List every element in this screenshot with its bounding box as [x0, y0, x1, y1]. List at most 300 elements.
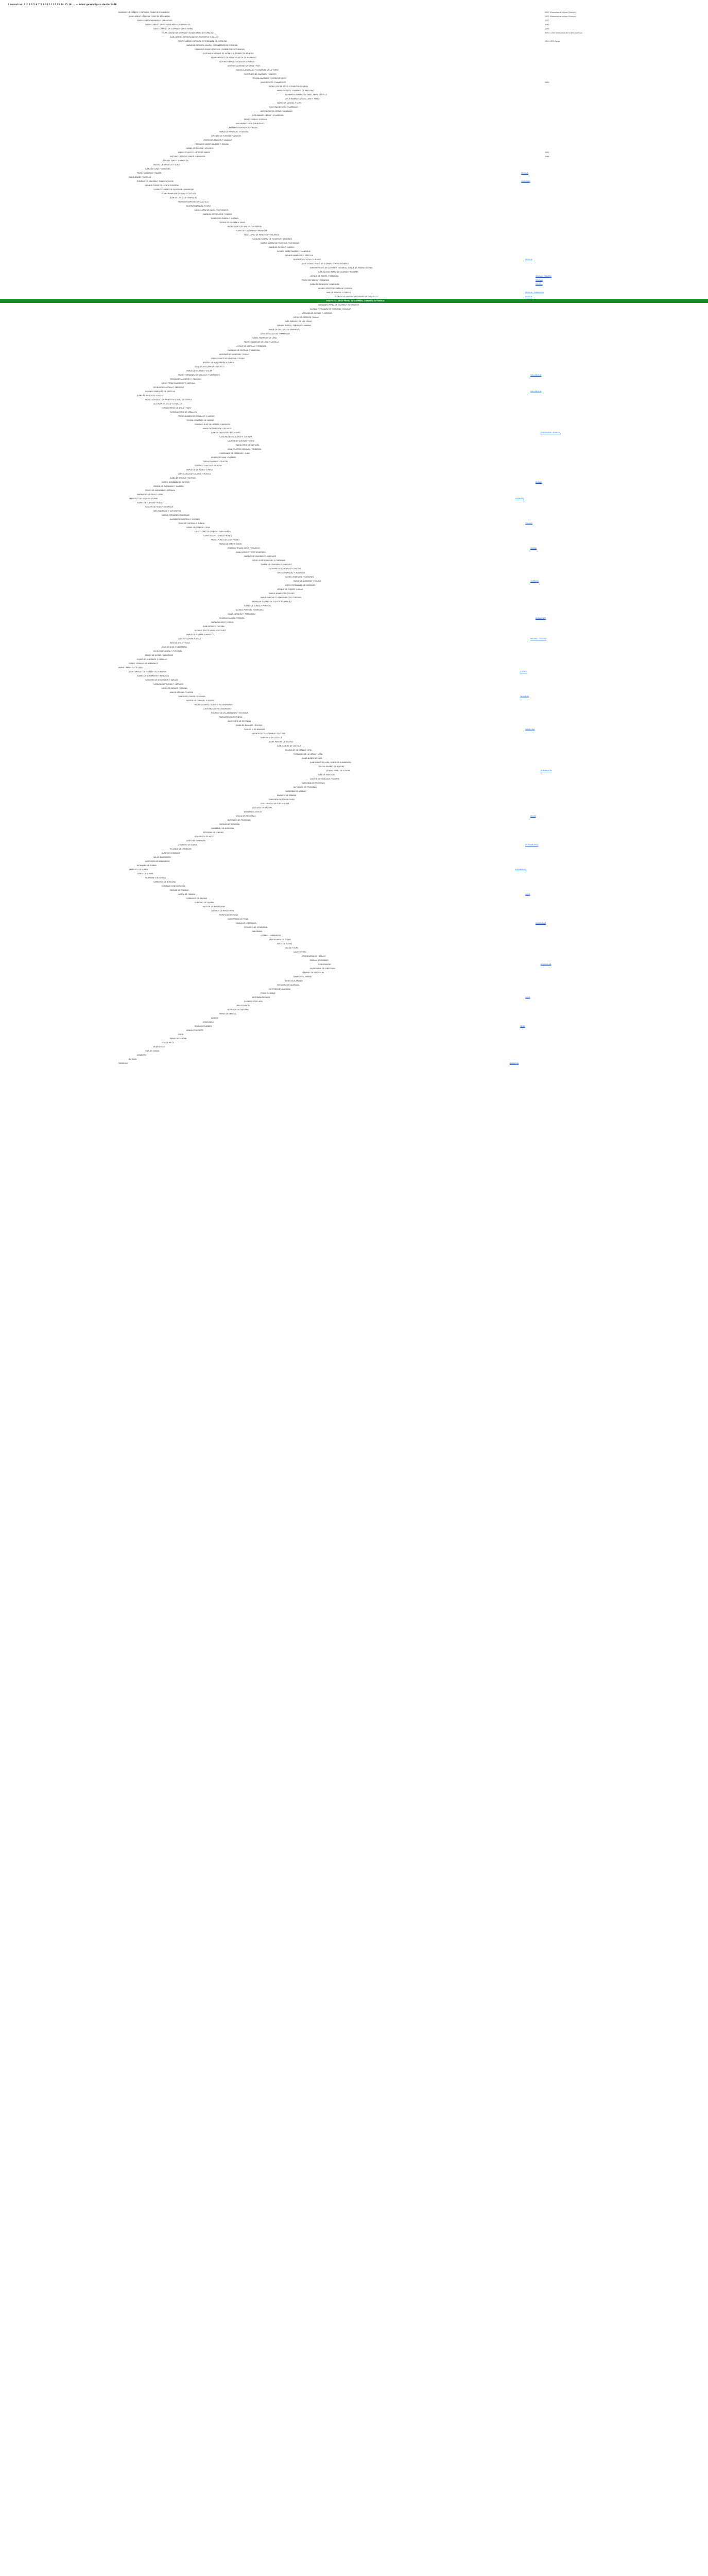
- person-name[interactable]: ITTA DE METZ: [162, 1042, 174, 1044]
- person-name[interactable]: MARÍA PORTOCARRERO Y ENRÍQUEZ: [244, 555, 277, 557]
- person-name[interactable]: PIPINO EL BREVE: [261, 992, 275, 994]
- place-link[interactable]: MADRID · TOLEDO: [530, 638, 547, 640]
- person-name[interactable]: DIEGO FERNÁNDEZ DE QUIÑONES: [285, 584, 316, 586]
- person-name[interactable]: INGRAM DE HESBAYE: [310, 959, 329, 961]
- person-name[interactable]: EMMA DE ALAMANIA: [293, 976, 312, 978]
- person-name[interactable]: RICLINDA DE OHNINGEN: [170, 848, 192, 850]
- person-name[interactable]: GERTRUDIS DE ALVARADO Y VALLEJO: [244, 73, 277, 75]
- person-name[interactable]: ALPAIDA: [211, 1017, 219, 1019]
- person-name[interactable]: ALDONZA DE SANDOVAL Y ROJAS: [219, 353, 249, 355]
- person-name[interactable]: JUANA DE MÚGICA Y BUTRÓN: [170, 477, 196, 479]
- person-name[interactable]: MARÍA PACHECO Y GIRÓN: [211, 621, 234, 623]
- person-name[interactable]: TELLO DE CASTILLA Y ZÚÑIGA: [178, 522, 205, 524]
- person-name[interactable]: LUDOVICO PÍO: [293, 951, 306, 953]
- person-name[interactable]: GUTIERRE DE CÁRDENAS Y CHACÓN: [269, 568, 301, 570]
- person-name[interactable]: TERESA ENRÍQUEZ Y ALVARADO: [277, 572, 305, 574]
- person-name[interactable]: RODRIGO TÉLLEZ GIRÓN Y PACHECO: [228, 547, 260, 549]
- tree-row: [0, 690, 708, 694]
- person-name[interactable]: CATALINA DE AGUILAR Y HERRERA: [302, 312, 332, 314]
- place-link[interactable]: VALLADOLID: [530, 374, 542, 376]
- person-name[interactable]: RODRIGO DE VILLANDRANDO Y ESTÚÑIGA: [211, 712, 248, 714]
- person-name[interactable]: RICHWARA DE SUABIA: [137, 865, 157, 867]
- person-name[interactable]: CONRADO DE SUABIA: [178, 844, 197, 846]
- person-name[interactable]: JUAN DE SILVA Y CASTAÑEDA: [162, 646, 187, 648]
- place-link[interactable]: VALLADOLID: [530, 391, 542, 393]
- person-name[interactable]: DIEGO CAÑEDO HERRERA Y SAN MIGUEL: [137, 20, 173, 22]
- place-link[interactable]: SEVILLA: [536, 283, 543, 285]
- person-name[interactable]: ANA DE MEDINA Y LOAYSA: [170, 691, 193, 693]
- tree-row: [0, 493, 708, 497]
- person-name[interactable]: DIEGO VELASCO Y ORTIZ DE ZÁRATE: [178, 151, 211, 154]
- person-name[interactable]: GUILLERMO DE BORGOÑA: [211, 827, 234, 829]
- place-link[interactable]: BILBAO: [536, 481, 542, 483]
- person-name[interactable]: LUIS IV DE FRANCIA: [178, 893, 196, 895]
- person-name[interactable]: JUAN DE SOTO Y NAVARRETE: [261, 81, 286, 83]
- person-name[interactable]: LOTARIO II DE LOTARINGIA: [244, 926, 267, 928]
- person-name[interactable]: GERBERGA DE SAJONIA: [186, 897, 207, 900]
- person-name[interactable]: GARSENDA DE SABRAN: [285, 790, 306, 792]
- person-name[interactable]: GUILLERMO IV DE FORCALQUIER: [261, 803, 289, 805]
- person-name[interactable]: FELIPE CAÑEDO ESPINOSA Y FERNÁNDEZ DE CÓRDOBA: [178, 40, 227, 42]
- person-name[interactable]: JUAN VÉLEZ DE GUEVARA Y MENDOZA: [228, 448, 262, 450]
- place-link[interactable]: SANTANDER · BURGOS: [541, 432, 561, 434]
- person-name[interactable]: ERMENGARDA DE HESBAYE: [302, 955, 326, 957]
- tree-row: [0, 1008, 708, 1012]
- person-name[interactable]: BEATRIZ ENRÍQUEZ Y HARO: [186, 205, 211, 207]
- person-name[interactable]: JUAN MANUEL DE CASTILLA: [277, 745, 301, 747]
- person-name[interactable]: BEATRIZ ALONSO PÉREZ DE GUZMÁN, CONDESA DE NIEBLA: [326, 300, 385, 302]
- person-name[interactable]: ALFONSO ENRÍQUEZ DE CASTILLA: [145, 391, 175, 393]
- person-name[interactable]: GUTIERRE DE SOTOMAYOR Y VARGAS: [145, 679, 178, 681]
- person-name[interactable]: ISABEL DE ZÚÑIGA Y PIMENTEL: [244, 605, 272, 607]
- person-name[interactable]: MARÍA DE MONTALVO Y FUENTES: [219, 131, 249, 133]
- person-name[interactable]: LOTARIO I EMPERADOR: [261, 935, 281, 937]
- person-name[interactable]: CONSTANZA DE MENDOZA Y LUNA: [219, 452, 250, 454]
- person-name[interactable]: DIEGO PÉREZ SARMIENTO Y CASTILLA: [162, 382, 195, 384]
- person-name[interactable]: CARLOS MARTEL: [236, 1005, 251, 1007]
- person-name[interactable]: ALDONZA DE AYALA Y CEBALLOS: [153, 403, 182, 405]
- person-name[interactable]: ALONSO PÉREZ DE GUZMÁN Y ZÚÑIGA: [318, 287, 352, 290]
- person-name[interactable]: MIGUEL DE MENDOZA Y LUNA: [153, 164, 180, 166]
- person-name[interactable]: DIEGO DE VARGAS Y MEDINA: [162, 687, 187, 689]
- person-name[interactable]: PEDRO QUIÑONES Y BAZÁN: [137, 172, 162, 174]
- person-name[interactable]: GERBERGA DE BORGOÑA: [153, 881, 176, 883]
- person-name[interactable]: AldONZA DE CASTILLA Y GUZMÁN: [170, 518, 200, 520]
- person-name[interactable]: TERESA DE GUZMÁN Y AYALA: [219, 222, 246, 224]
- person-name[interactable]: CARLOMAGNO: [318, 963, 331, 965]
- person-name[interactable]: PEDRO GONZÁLEZ DE MENDOZA Y ORTIZ DE ZÚÑIGA: [145, 399, 192, 401]
- person-name[interactable]: FELIPE CAÑEDO DE GUZMÁN Y SANTA MARÍA DE ESPINOSA: [162, 32, 214, 34]
- person-name[interactable]: ISABEL MANRIQUE DE LARA: [252, 337, 277, 339]
- person-name[interactable]: JUAN NÚÑEZ DE LARA, SEÑOR DE ALBARRACÍN: [310, 761, 351, 764]
- person-name[interactable]: ÁLVARO DE LUNA Y FAJARDO: [211, 456, 236, 459]
- person-name[interactable]: LEONOR DE CASTILLA Y MENDOZA: [236, 345, 267, 347]
- person-name[interactable]: GARCÍA DE LOAYSA Y CARVAJAL: [178, 696, 206, 698]
- person-name[interactable]: HILDEGARDA DE VINZGOUW: [310, 968, 335, 970]
- person-name[interactable]: AVA DE TOURS: [285, 947, 299, 949]
- place-link[interactable]: SEVILLA · ZARAGOZA: [525, 292, 544, 294]
- person-name[interactable]: LOPE GARCÍA DE SALAZAR Y MÚGICA: [178, 473, 211, 475]
- person-name[interactable]: FERNÁN PÉREZ DE AYALA Y HARO: [162, 407, 192, 409]
- tree-row: [0, 629, 708, 633]
- person-name[interactable]: LEONOR DE TOLEDO Y AYALA: [277, 588, 303, 590]
- person-name[interactable]: ALONSO TÉLLEZ GIRÓN Y VÁZQUEZ: [195, 630, 226, 632]
- person-name[interactable]: LEONOR MANRIQUE Y CASTILLA: [285, 255, 314, 257]
- person-name[interactable]: GERARDO DE VINZGOUW: [302, 972, 324, 974]
- place-link[interactable]: TALAVERA: [520, 696, 529, 698]
- person-name[interactable]: ODA DE SUABIA: [145, 1050, 160, 1052]
- person-name[interactable]: ALONSO DE ARAGÓN, ARZOBISPO DE ZARAGOZA: [335, 296, 378, 298]
- person-name[interactable]: CATALINA DE VARGAS Y CÁRCAMO: [153, 683, 184, 685]
- person-name[interactable]: BERNARDO RAMÍREZ DE ARELLANO Y CASTILLO: [285, 94, 327, 96]
- place-link[interactable]: AUGSBURGO: [515, 869, 527, 871]
- person-name[interactable]: ISABEL DE ZÚÑIGA Y LEIVA: [186, 527, 210, 529]
- person-name[interactable]: JUAN PACHECO Y ACUÑA: [203, 625, 225, 628]
- place-link[interactable]: AQUISGRÁN: [541, 963, 551, 965]
- person-name[interactable]: BEGGA DE LANDEN: [195, 1025, 212, 1027]
- person-name[interactable]: ANTONIO DE LA CERDA Y ALVARADO: [261, 110, 293, 112]
- person-name[interactable]: INÉS DE MONCADA: [318, 774, 335, 776]
- person-name[interactable]: ANTONIO ORTIZ DE ZÁRATE Y MENDOZA: [170, 156, 205, 158]
- person-name[interactable]: ISIDRO DE LA CRUZ Y SOTO: [277, 102, 302, 104]
- person-name[interactable]: MARÍA CARRILLO Y TOLEDO: [118, 667, 143, 669]
- person-name[interactable]: MATILDE DE BORGOÑA: [219, 823, 240, 825]
- person-name[interactable]: ALONSO ENRÍQUEZ Y QUIÑONES: [285, 576, 314, 578]
- person-name[interactable]: JUAN CAÑEDO HERRERA Y DÍAZ DE ESCANDÓN: [129, 15, 170, 18]
- person-name[interactable]: JOSÉ MANUEL CERDA Y VILLARROEL: [252, 114, 284, 116]
- person-name[interactable]: MARÍA BAZÁN Y GUZMÁN: [129, 176, 151, 178]
- person-name[interactable]: DODA: [178, 1033, 184, 1036]
- person-name[interactable]: FRANCISCO JAVIER SALAZAR Y MOLINA: [195, 143, 229, 145]
- person-name[interactable]: MARÍA DE VELASCO Y SOLIER: [186, 370, 213, 372]
- person-name[interactable]: HERMANN II DE SUABIA: [145, 877, 166, 879]
- person-name[interactable]: ALONSO YÁÑEZ FAJARDO Y MANRIQUE: [277, 250, 310, 252]
- person-name[interactable]: CATALINA ZÁRATE Y MENDOZA: [162, 160, 189, 162]
- person-name[interactable]: FADRIQUE ENRÍQUEZ DE CASTILLA: [178, 201, 209, 203]
- place-link[interactable]: CUENCA: [520, 671, 528, 673]
- person-name[interactable]: MARÍA DE OBREGÓN Y VELASCO: [203, 428, 232, 430]
- person-name[interactable]: LEONOR DE TRASTÁMARA Y CASTILLA: [252, 733, 286, 735]
- person-name[interactable]: JUAN CARRILLO DE TOLEDO Y SOTOMAYOR: [129, 671, 166, 673]
- person-name[interactable]: LUCÍA RAMÍREZ DE ARELLANO Y PÉREZ: [285, 98, 320, 100]
- person-name[interactable]: ADALBERTO DE METZ: [195, 836, 214, 838]
- person-name[interactable]: ÁLVARO PÉREZ DE AZAGRA: [326, 770, 351, 772]
- person-name[interactable]: JUANA DE LUNA Y QUIÑONES: [145, 168, 171, 170]
- person-name[interactable]: JUAN ALONSO PÉREZ DE GUZMÁN Y MENESES: [318, 271, 359, 273]
- person-name[interactable]: JUANA MANUEL DE VILLENA: [269, 741, 293, 743]
- person-name[interactable]: BLITILDA: [129, 1058, 137, 1060]
- person-name[interactable]: PEDRO PORTOCARRERO Y CÁRDENAS: [252, 560, 286, 562]
- person-name[interactable]: ANTONIO ALVARADO DE LEÓN Y RÍOS: [228, 65, 261, 67]
- person-name[interactable]: JUANA ENRÍQUEZ Y FERNÁNDEZ: [228, 613, 256, 615]
- place-link[interactable]: ESTRASBURGO: [525, 844, 539, 846]
- person-name[interactable]: REINHILDA DE FRISIA: [219, 914, 238, 916]
- person-name[interactable]: PEDRO LÓPEZ DE AYALA Y CASTAÑEDA: [228, 226, 262, 228]
- tree-row: [0, 262, 708, 266]
- person-name[interactable]: ÁLVARO DE ZÚÑIGA Y GUZMÁN: [211, 217, 238, 219]
- person-name[interactable]: ELVIRA DE ALBORNOZ Y CARRILLO: [137, 658, 167, 660]
- person-name[interactable]: MARÍA DE ESPINOSA VALLEJO Y FERNÁNDEZ DE CÓRDOBA: [186, 44, 238, 46]
- person-name[interactable]: FRANCISCO DE LEIVA Y GUEVARA: [129, 498, 158, 500]
- person-name[interactable]: HUGO DE TOURS: [277, 943, 292, 945]
- person-name[interactable]: MENCÍA DE CARVAJAL Y OSORIO: [186, 700, 215, 702]
- place-link[interactable]: SEVILLA: [521, 172, 528, 174]
- place-link[interactable]: AQUISGRÁN: [536, 922, 546, 924]
- person-name[interactable]: ELVIRA ÁLVAREZ DE CEBALLOS: [170, 411, 197, 413]
- place-link[interactable]: OSUNA: [530, 547, 537, 549]
- person-name[interactable]: MARÍA DE MESSÍA Y FAJARDO: [269, 246, 295, 248]
- person-name[interactable]: FERNANDO DE LA CERDA Y LARA: [293, 753, 323, 755]
- person-name[interactable]: DIEGO LÓPEZ DE HARO Y SOTOMAYOR: [195, 209, 229, 211]
- person-name[interactable]: ROTRUDIS DE TRÉVERIS: [228, 1009, 249, 1011]
- person-name[interactable]: PEDRO DE AVENDAÑO Y ARTEAGA: [145, 489, 175, 492]
- person-name[interactable]: DIEGO CAÑEDO SANTA MARÍA PÉREZ DE MENDOZA: [145, 24, 191, 26]
- person-name[interactable]: GONZALO RUIZ DE LAREDO Y OBREGÓN: [195, 423, 230, 426]
- person-name[interactable]: PIPINO DE LANDEN: [170, 1038, 187, 1040]
- person-name[interactable]: MARÍA DE LAS CASAS Y SARMIENTO: [269, 329, 301, 331]
- person-name[interactable]: GISELA DE SUABIA: [137, 873, 153, 875]
- person-name[interactable]: CAYETANO DE MONTALVO Y ROJAS: [228, 127, 258, 129]
- person-name[interactable]: CONSTANZA DE VILLANDRANDO: [203, 708, 231, 710]
- person-name[interactable]: NEBE DE ALAMANIA: [285, 980, 303, 982]
- person-name[interactable]: CARMEN DE ARAGÓN Y SALAZAR: [203, 139, 232, 141]
- person-name[interactable]: ANA MARÍA CERDA Y MONTALVO: [236, 123, 264, 125]
- person-name[interactable]: MARÍA DE QUIÑONES Y TOLEDO: [293, 580, 322, 582]
- place-link[interactable]: CÓRDOBA: [521, 180, 530, 182]
- person-name[interactable]: FERNANDO PÉREZ DE GUZMÁN Y SOTOMAYOR: [318, 304, 359, 306]
- place-link[interactable]: LAON: [525, 893, 530, 895]
- person-name[interactable]: GOTFRIED DE ALAMANIA: [269, 988, 291, 990]
- person-name[interactable]: LEONOR DE ACUÑA Y PORTUGAL: [153, 650, 182, 652]
- person-name[interactable]: JUDITH DE OHNINGEN: [186, 840, 206, 842]
- person-name[interactable]: BERNARDO ATÓN IV: [244, 811, 262, 813]
- person-name[interactable]: PEDRO PONCE DE LEÓN Y HARO: [211, 539, 239, 541]
- person-name[interactable]: GASTÓN DE MONCADA Y BEARNE: [310, 778, 340, 780]
- person-name[interactable]: GARSENDA DE FORCALQUIER: [269, 799, 295, 801]
- person-name[interactable]: ISABEL DE GUEVARA Y ROJAS: [137, 502, 163, 504]
- person-name[interactable]: MATILDE DE FRANCIA: [170, 889, 189, 891]
- person-name[interactable]: ALFONSO MÉNDEZ VIDÁN DE ALVARADO: [219, 61, 255, 63]
- person-name[interactable]: GARCÍA ÁLVAREZ DE TOLEDO: [269, 592, 295, 595]
- person-name[interactable]: JUAN DE OBREGÓN Y ESCALANTE: [211, 432, 240, 434]
- person-name[interactable]: GÓMEZ GONZÁLEZ DE BUTRÓN: [162, 481, 189, 483]
- person-name[interactable]: LORENZO DE FUENTES Y ARAGÓN: [211, 135, 241, 137]
- person-name[interactable]: PEDRO DE ACUÑA Y ALBORNOZ: [145, 654, 173, 656]
- place-link[interactable]: LAON: [525, 996, 530, 998]
- tree-row: [0, 319, 708, 324]
- tree-row: [0, 756, 708, 760]
- person-name[interactable]: PEDRO FERNÁNDEZ DE VELASCO Y SARMIENTO: [178, 374, 220, 376]
- place-link[interactable]: SEVILLA · MADRID: [536, 275, 551, 277]
- person-name[interactable]: MARÍA ENRÍQUEZ Y FERNÁNDEZ DE CÓRDOBA: [261, 597, 302, 599]
- tree-row: [0, 406, 708, 410]
- person-name[interactable]: MARÍA DE SALAZAR Y ZÚÑIGA: [186, 469, 213, 471]
- person-name[interactable]: TERESA ALVARADO Y GÓMEZ DE SOTO: [252, 77, 286, 79]
- person-name[interactable]: AGUSTINA DE SOTO Y CARRASCO: [269, 106, 298, 108]
- person-name[interactable]: FERNÁN PERAZA, SEÑOR DE CANARIAS: [277, 325, 312, 327]
- person-name[interactable]: JUANA NÚÑEZ DE LARA: [302, 757, 322, 759]
- person-name[interactable]: LIUTPOLDO DE BABENBERG: [145, 860, 170, 862]
- person-name[interactable]: IDA DE BABENBERG: [153, 856, 171, 858]
- person-name[interactable]: BERTRÁN II DE PROVENZA: [228, 819, 251, 821]
- person-name[interactable]: GARSENDA DE PROVENZA: [302, 782, 325, 784]
- person-name[interactable]: PEDRO ÁLVAREZ OSORIO Y VILLANDRANDO: [195, 704, 233, 706]
- person-name[interactable]: MATILDE DE RINGELHEIM: [203, 906, 225, 908]
- person-name[interactable]: GONZALO CHACÓN Y SALAZAR: [195, 465, 222, 467]
- person-name[interactable]: PEDRO MANRIQUE DE LARA Y CASTILLA: [244, 341, 279, 343]
- person-name[interactable]: GARCÍA FERNÁNDEZ MANRIQUE: [162, 514, 190, 516]
- person-name[interactable]: MARINA DE ARTEAGA Y LEIVA: [137, 494, 163, 496]
- person-name[interactable]: CATALINA DE ESCALANTE Y GUEVARA: [219, 436, 252, 438]
- person-name[interactable]: PEDRO DE RIBERA Y MENDOZA: [302, 279, 329, 281]
- person-name[interactable]: ENRIQUE PÉREZ DE GUZMÁN Y FIGUEROA, DUQUE DE MEDINA SIDONIA: [310, 267, 373, 269]
- person-name[interactable]: FERREOLO: [118, 1062, 128, 1064]
- person-name[interactable]: DIEGO CAÑEDO DE GUZMÁN Y SANTA MARÍA: [153, 28, 193, 30]
- person-name[interactable]: MARÍA DE SOTOMAYOR Y ZÚÑIGA: [203, 213, 232, 215]
- person-name[interactable]: TERESA FAJARDO Y CHACÓN: [203, 461, 228, 463]
- person-name[interactable]: FELIPE MÉNDEZ DE VIDÁN Y SANTOS DE ALVARADO: [211, 57, 256, 59]
- person-name[interactable]: MENCÍA DE SARMIENTO Y SALCEDO: [170, 378, 201, 380]
- person-name[interactable]: BEATRIZ DE AVELLANEDA Y ZÚÑIGA: [203, 362, 234, 364]
- person-name[interactable]: ENRIQUE II DE CASTILLA: [261, 737, 282, 739]
- person-name[interactable]: ERNESTO I DE SUABIA: [129, 869, 148, 871]
- person-name[interactable]: DOMINGO DE CAÑEDO Y ESPINOSA Y DÍAZ DE ESCANDÓN: [118, 11, 169, 13]
- person-name[interactable]: JUAN CAÑEDO ESPINOSA DE LOS MONTEROS Y VALLEJO: [170, 36, 219, 38]
- person-name[interactable]: ISABEL DE MOLINA Y VELASCO: [186, 147, 214, 149]
- person-name[interactable]: MARÍA ORTIZ DE GUEVARA: [236, 444, 260, 446]
- person-name[interactable]: DIEGO LÓPEZ DE ZÚÑIGA Y AVELLANEDA: [195, 531, 231, 533]
- tree-row: [0, 1061, 708, 1065]
- person-name[interactable]: JUAN DE AVELLANEDA Y VELASCO: [195, 366, 225, 368]
- person-name[interactable]: TERESA DE CÁRDENAS Y ENRÍQUEZ: [261, 564, 292, 566]
- person-name[interactable]: LEONOR PONCE DE LEÓN Y FIGUEROA: [145, 184, 179, 187]
- person-name[interactable]: ARNULFO DE METZ: [186, 1029, 203, 1031]
- person-name[interactable]: LORENZO SUÁREZ DE FIGUEROA Y MANRIQUE: [153, 189, 194, 191]
- person-name[interactable]: BODEGISELO: [153, 1046, 165, 1048]
- person-name[interactable]: JUANA DE NAVARRA Y ÉVREUX: [236, 724, 263, 726]
- person-name[interactable]: ESTEFANÍA DE LONGWY: [203, 832, 224, 834]
- place-link[interactable]: PAMPLONA: [525, 728, 535, 731]
- person-name[interactable]: ANSBERTO: [137, 1054, 147, 1056]
- person-name[interactable]: ENRIQUE I DE SAJONIA: [195, 902, 215, 904]
- person-name[interactable]: CECILIA DE PROVENZA: [236, 815, 256, 817]
- place-link[interactable]: BENAVENTE: [536, 617, 546, 619]
- place-link[interactable]: ALBARRACÍN: [541, 770, 552, 772]
- place-link[interactable]: SEVILLA: [525, 296, 532, 298]
- person-name[interactable]: JUAN DE CASTILLA Y ENRÍQUEZ: [170, 197, 198, 199]
- person-name[interactable]: BERTRADA DE LAON: [252, 996, 270, 998]
- person-name[interactable]: FRANCISCO MONTES DE OCA Y MÉNDEZ DE SOTOMAYOR: [195, 48, 245, 50]
- person-name[interactable]: JUANA DE MENDOZA Y ENRÍQUEZ: [310, 283, 339, 285]
- person-name[interactable]: WALDRADA: [252, 930, 263, 933]
- person-name[interactable]: MANUELA ALVARADO Y GONZÁLEZ DE LA TORRE: [236, 69, 279, 71]
- person-name[interactable]: JUAN PACHECO Y PORTOCARRERO: [236, 551, 266, 553]
- person-name[interactable]: TERESA ÁLVAREZ DE AZAGRA: [318, 766, 344, 768]
- place-link[interactable]: SEVILLA: [536, 279, 543, 281]
- person-name[interactable]: GÓMEZ SUÁREZ DE FIGUEROA Y DE MESSÍA: [261, 242, 299, 244]
- person-name[interactable]: ALONSO FERNÁNDEZ DE CÓRDOBA Y AGUILAR: [310, 308, 351, 310]
- person-name[interactable]: JUAN DE LAS CASAS Y MANRIQUE: [261, 333, 290, 335]
- place-link[interactable]: NARBONA: [510, 1062, 519, 1064]
- person-name[interactable]: ANA DE ARAGÓN Y GURREA: [326, 292, 351, 294]
- person-name[interactable]: INÉS PERAZA Y DE LAS CASAS: [285, 320, 312, 323]
- person-name[interactable]: CONRADO III DE BORGOÑA: [162, 885, 185, 887]
- person-name[interactable]: GÓMEZ CARRILLO DE ALBORNOZ: [129, 663, 158, 665]
- person-name[interactable]: JOSÉ MARÍA MÉNDEZ DE VIDÁN Y GUTIÉRREZ DE MONTES: [203, 53, 254, 55]
- person-name[interactable]: RODRIGO ALONSO PIMENTEL: [219, 617, 245, 619]
- person-name[interactable]: FADRIQUE DE CASTILLA Y SANDOVAL: [228, 349, 261, 351]
- person-name[interactable]: ELVIRA MANRIQUE DE LARA Y CASTILLA: [162, 193, 197, 195]
- person-name[interactable]: ÍÑIGO LÓPEZ DE MENDOZA Y FIGUEROA: [244, 234, 280, 236]
- person-name[interactable]: ERMENGARDA DE TOURS: [269, 939, 291, 941]
- person-name[interactable]: MARÍA DE SOTO Y RAMÍREZ DE ARELLANO: [277, 90, 315, 92]
- person-name[interactable]: GISELA DE LOTARINGIA: [236, 922, 256, 924]
- person-name[interactable]: BLANCA DE LA CERDA Y LARA: [285, 749, 312, 751]
- person-name[interactable]: PEDRO JOSÉ DE SOTO Y GÓMEZ DE LA VEGA: [269, 86, 308, 88]
- person-name[interactable]: LEONOR DE RIBERA Y MENDOZA: [310, 275, 339, 277]
- person-name[interactable]: LUIS DE GUZMÁN Y AYALA: [178, 638, 201, 640]
- person-name[interactable]: INÉS DE AYALA Y SILVA: [170, 642, 190, 644]
- person-name[interactable]: PEDRO ÁLVAREZ DE CEBALLOS Y LAREDO: [178, 415, 215, 417]
- person-name[interactable]: FADRIQUE ÁLVAREZ DE TOLEDO Y ENRÍQUEZ: [252, 601, 292, 603]
- person-name[interactable]: MARÍA DE HARO Y GIRÓN: [219, 543, 242, 545]
- person-name[interactable]: HUOCHING DE ALAMANIA: [277, 984, 300, 986]
- person-name[interactable]: LADRÓN DE GUEVARA Y ORTIZ: [228, 440, 254, 442]
- place-link[interactable]: TOLEDO: [525, 522, 533, 524]
- person-name[interactable]: TERESA GONZÁLEZ DE LAREDO: [186, 419, 215, 421]
- person-name[interactable]: RAINIERO DE SABRAN: [277, 794, 297, 796]
- person-name[interactable]: DIEGO GÓMEZ DE SANDOVAL Y ROJAS: [211, 358, 245, 360]
- person-name[interactable]: CARIBERTO DE LAON: [244, 1001, 263, 1003]
- tree-row: [0, 641, 708, 645]
- person-name[interactable]: KUNO DE OHNINGEN: [162, 852, 180, 854]
- person-name[interactable]: MARGARITA DE ESTÚÑIGA: [219, 716, 243, 718]
- person-name[interactable]: JUANA DE MENDOZA Y AYALA: [137, 395, 163, 397]
- place-link[interactable]: LOGROÑO: [515, 498, 524, 500]
- person-name[interactable]: PEDRO CERDA Y GUZMÁN: [244, 118, 267, 121]
- person-name[interactable]: ELVIRA DE AVELLANEDA Y PONCE: [203, 535, 232, 537]
- person-name[interactable]: ÍÑIGO ORTIZ DE ESTÚÑIGA: [228, 720, 251, 722]
- person-name[interactable]: ALFONSO II DE PROVENZA: [293, 786, 317, 788]
- person-name[interactable]: RODRIGO DE GUZMÁN Y PONCE DE LEÓN: [137, 180, 174, 182]
- person-name[interactable]: PIPINO DE HERSTAL: [219, 1013, 237, 1015]
- tree-row: [0, 1004, 708, 1008]
- place-link[interactable]: METZ: [520, 1025, 525, 1027]
- person-name[interactable]: MARÍA DE GUZMÁN Y MENDOZA: [186, 634, 215, 636]
- person-name[interactable]: BEATRIZ DE CASTILLA Y PONCE: [293, 259, 321, 261]
- person-name[interactable]: JUAN ALONSO PÉREZ DE GUZMÁN, CONDE DE NIEBLA: [302, 263, 349, 265]
- person-name[interactable]: SANCHO DE ROJAS Y MANRIQUE: [145, 506, 174, 508]
- person-name[interactable]: CARLOS III DE NAVARRA: [244, 728, 265, 731]
- person-name[interactable]: CATALINA SUÁREZ DE FIGUEROA Y ORDÓÑEZ: [252, 238, 292, 240]
- person-name[interactable]: ALONSO PIMENTEL Y ENRÍQUEZ: [236, 609, 264, 611]
- person-name[interactable]: ANSEGISELO: [203, 1021, 214, 1023]
- person-name[interactable]: ADELAIDA DE BÉZIERS: [252, 807, 272, 809]
- person-name[interactable]: DIEGO DE HERRERA Y AYALA: [293, 316, 319, 318]
- place-link[interactable]: SEVILLA: [525, 259, 532, 261]
- person-name[interactable]: DIETRICH DE RINGELHEIM: [211, 910, 234, 912]
- person-name[interactable]: LEONOR DE CASTILLA Y ENRÍQUEZ: [153, 386, 184, 388]
- person-name[interactable]: GODOFREDO DE FRISIA: [228, 918, 248, 920]
- place-link[interactable]: TORRIJOS: [530, 580, 539, 582]
- person-name[interactable]: MENCÍA DE AVENDAÑO Y GAMBOA: [153, 485, 184, 487]
- place-link[interactable]: ARLÉS: [530, 815, 536, 817]
- person-name[interactable]: ISABEL DE SOTOMAYOR Y MENDOZA: [137, 675, 169, 677]
- tree-row: [0, 732, 708, 736]
- person-name[interactable]: INÉS MANRIQUE Y SOTOMAYOR: [153, 510, 181, 512]
- person-name[interactable]: ELVIRA DE CASTAÑEDA Y MENDOZA: [236, 230, 267, 232]
- tree-row: [0, 806, 708, 810]
